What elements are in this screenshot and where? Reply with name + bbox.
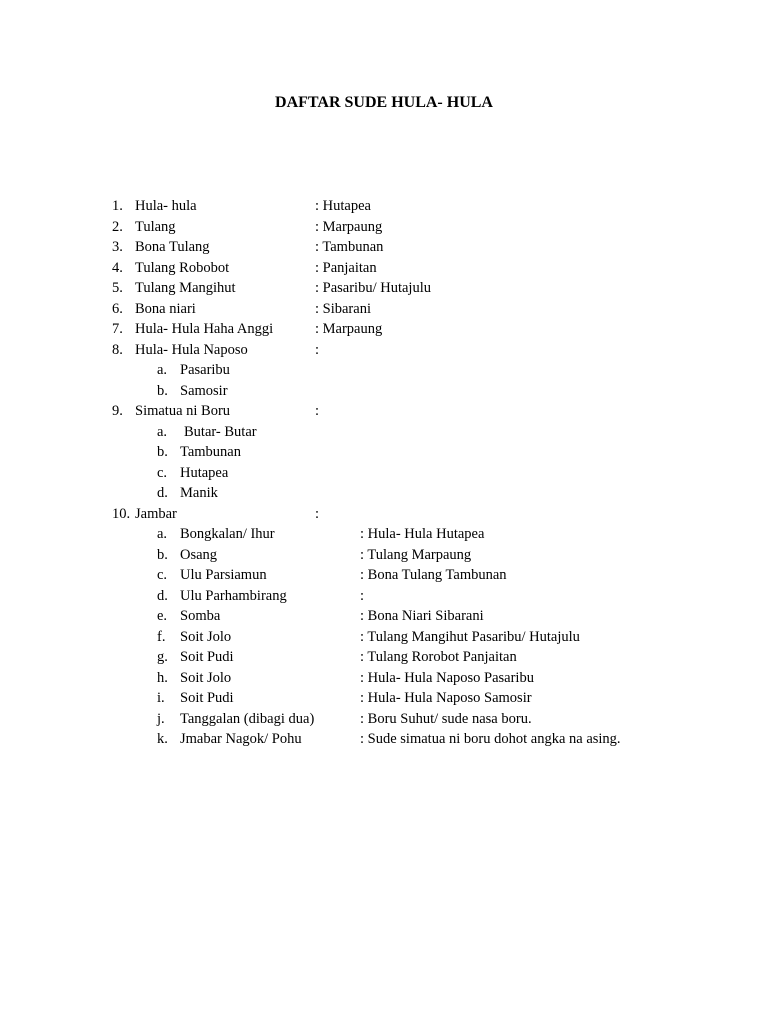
item-number: 5. (112, 280, 123, 296)
sub-list-item (0, 524, 768, 545)
sub-list-item (0, 483, 768, 504)
sub-item-value: : Boru Suhut/ sude nasa boru. (360, 710, 532, 727)
list-item (0, 340, 768, 361)
sub-list-item (0, 463, 768, 484)
item-label: Tulang Mangihut (135, 280, 236, 296)
sub-item-letter: a. (157, 526, 168, 542)
sub-item-label: Manik (180, 485, 218, 501)
sub-list-item (0, 360, 768, 381)
sub-item-letter: b. (157, 546, 168, 563)
item-label: Hula- hula (135, 198, 197, 214)
sub-item-letter: j. (157, 710, 165, 727)
sub-item-value: : Hula- Hula Hutapea (360, 526, 485, 542)
item-number: 8. (112, 341, 123, 358)
sub-item-letter: f. (157, 628, 166, 645)
sub-item-value: : Tulang Mangihut Pasaribu/ Hutajulu (360, 628, 580, 645)
sub-item-label: Osang (180, 546, 218, 563)
sub-list-item (0, 442, 768, 463)
hula-hula-list (0, 196, 768, 750)
item-label: Tulang (135, 218, 176, 235)
list-item (0, 319, 768, 340)
sub-item-value: : Bona Tulang Tambunan (360, 567, 507, 583)
item-number: 7. (112, 321, 123, 337)
list-item (0, 278, 768, 299)
item-value: : Tambunan (315, 239, 384, 255)
sub-item-label: Soit Jolo (180, 628, 232, 645)
page-title: DAFTAR SUDE HULA- HULA (275, 94, 493, 111)
sub-item-letter: g. (157, 649, 168, 665)
sub-item-label: Pasaribu (180, 362, 230, 378)
item-label: Jambar (135, 505, 177, 522)
item-label: Simatua ni Boru (135, 403, 231, 419)
list-item (0, 196, 768, 217)
sub-list-item (0, 545, 768, 566)
sub-item-letter: h. (157, 669, 168, 686)
sub-item-letter: k. (157, 731, 168, 747)
list-item (0, 258, 768, 279)
sub-item-letter: c. (157, 567, 168, 583)
sub-item-label: Bongkalan/ Ihur (180, 526, 275, 542)
sub-item-letter: c. (157, 464, 168, 481)
item-number: 1. (112, 198, 123, 214)
sub-item-value: : Bona Niari Sibarani (360, 608, 484, 624)
sub-item-label: Ulu Parsiamun (180, 567, 267, 583)
item-value: : (315, 505, 320, 522)
sub-item-label: Somba (180, 608, 221, 624)
sub-item-label: Butar- Butar (184, 423, 257, 440)
list-item (0, 299, 768, 320)
sub-item-value: : Sude simatua ni boru dohot angka na asing. (360, 731, 621, 747)
item-number: 2. (112, 218, 123, 235)
sub-list-item (0, 565, 768, 586)
sub-item-label: Hutapea (180, 464, 229, 481)
item-label: Hula- Hula Haha Anggi (135, 321, 274, 337)
sub-item-value: : Hula- Hula Naposo Samosir (360, 690, 532, 706)
sub-item-value: : Tulang Rorobot Panjaitan (360, 649, 517, 665)
sub-item-label: Ulu Parhambirang (180, 587, 287, 604)
item-label: Hula- Hula Naposo (135, 341, 248, 358)
item-label: Tulang Robobot (135, 259, 230, 276)
sub-item-letter: b. (157, 382, 168, 399)
item-number: 4. (112, 259, 123, 276)
sub-item-letter: e. (157, 608, 168, 624)
item-value: : Sibarani (315, 300, 371, 317)
sub-item-label: Soit Jolo (180, 669, 232, 686)
sub-item-letter: i. (157, 690, 165, 706)
sub-item-letter: a. (157, 423, 168, 440)
sub-item-label: Samosir (180, 382, 228, 399)
sub-list-item (0, 688, 768, 709)
sub-list-item (0, 647, 768, 668)
item-number: 3. (112, 239, 123, 255)
sub-list-item (0, 422, 768, 443)
list-item (0, 217, 768, 238)
item-value: : Panjaitan (315, 259, 377, 276)
item-number: 10. (112, 505, 131, 522)
sub-list-item (0, 729, 768, 750)
sub-item-value: : (360, 587, 365, 604)
item-number: 6. (112, 300, 123, 317)
list-item (0, 401, 768, 422)
sub-item-letter: a. (157, 362, 168, 378)
sub-item-letter: b. (157, 444, 168, 460)
sub-item-letter: d. (157, 485, 168, 501)
sub-item-value: : Hula- Hula Naposo Pasaribu (360, 669, 534, 686)
sub-item-value: : Tulang Marpaung (360, 546, 472, 563)
item-label: Bona niari (135, 300, 196, 317)
item-value: : Marpaung (315, 218, 383, 235)
sub-list-item (0, 627, 768, 648)
sub-item-label: Tanggalan (dibagi dua) (180, 710, 315, 727)
item-label: Bona Tulang (135, 239, 210, 255)
item-value: : (315, 403, 320, 419)
sub-item-letter: d. (157, 587, 168, 604)
item-value: : Hutapea (315, 198, 371, 214)
item-number: 9. (112, 403, 123, 419)
sub-item-label: Jmabar Nagok/ Pohu (180, 731, 302, 747)
item-value: : Marpaung (315, 321, 383, 337)
list-item (0, 504, 768, 525)
sub-item-label: Tambunan (180, 444, 241, 460)
sub-list-item (0, 606, 768, 627)
list-item (0, 237, 768, 258)
sub-list-item (0, 586, 768, 607)
item-value: : (315, 341, 320, 358)
sub-item-label: Soit Pudi (180, 690, 234, 706)
sub-list-item (0, 709, 768, 730)
sub-list-item (0, 668, 768, 689)
item-value: : Pasaribu/ Hutajulu (315, 280, 431, 296)
sub-item-label: Soit Pudi (180, 649, 234, 665)
sub-list-item (0, 381, 768, 402)
